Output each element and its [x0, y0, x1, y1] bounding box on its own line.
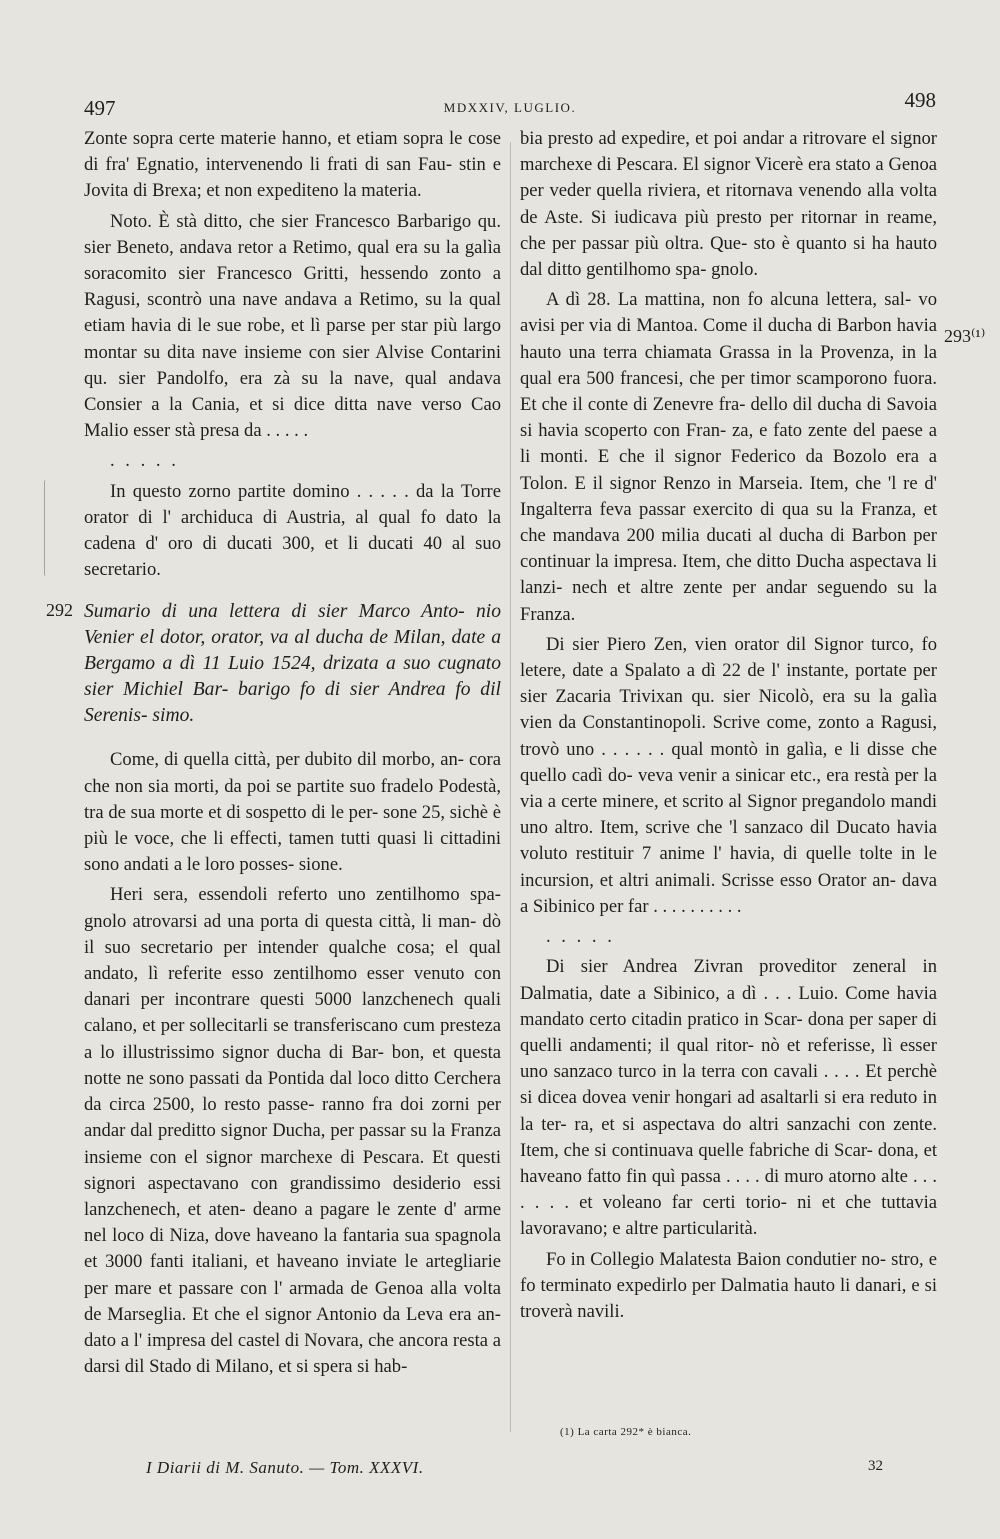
page-header — [84, 88, 936, 118]
pencil-margin-mark — [44, 480, 48, 576]
right-page-number: 498 — [904, 88, 936, 112]
paragraph: Zonte sopra certe materie hanno, et etiam sopra le cose di fra' Egnatio, intervenendo li frati di san Fau- stin e Jovita di Brexa; et non expediteno la materia. — [84, 128, 501, 202]
signature-mark: 32 — [868, 1458, 883, 1474]
running-footer: I Diarii di M. Sanuto. — Tom. XXXVI. — [146, 1458, 424, 1477]
footnote: (1) La carta 292* è bianca. — [560, 1426, 692, 1438]
paragraph: Noto. È stà ditto, che sier Francesco Barbarigo qu. sier Beneto, andava retor a Retimo, qual era su la galìa soracomito sier Francesco Gritti, hessendo zonto a Ragusi, scontrò una nave andava a Retimo, su la qual etiam havia di le sue robe, et lì parse per star più largo montar su dita nave insieme con sier Alvise Contarini qu. sier Pandolfo, era zà su la nave, qual andava Consier a la Cania, et si dice ditta nave verso Cao Malio esser stà presa da . . . . . — [84, 210, 501, 442]
left-column — [84, 126, 501, 1384]
paragraph: Di sier Piero Zen, vien orator dil Signor turco, fo letere, date a Spalato a dì 22 de l' instante, portate per sier Zacaria Trivixan qu. sier Nicolò, era su la galìa vien da Constantinopoli. Scrive come, zonto a Ragusi, trovò uno . . . . . . qual montò in galìa, e li disse che quello cadì do- veva venir a sinicar etc., era restà per la via a certe minere, et scrito al Signor pregandolo mandi uno altro. Item, scrive che 'l sanzaco dil Ducato havia voluto restituir 7 anime l' havia, di quelle tolte in le incursion, et altri animali. Scrisse esso Orator an- dava a Sibinico per far . . . . . . . . . . — [520, 633, 937, 917]
paragraph: A dì 28. La mattina, non fo alcuna lettera, sal- vo avisi per via di Mantoa. Come il ducha di Barbon havia hauto una terra chiamata Grassa in la Provenza, in la qual era 500 francesi, che per timor scamporono fuora. Et che il conte di Zenevre fra- dello dil ducha di Savoia si havia scoperto con Fran- za, e fato zente del paese a li monti. E che il signor Federico da Bozolo era a Tolon. E il signor Renzo in Marseia. Item, che 'l re d' Ingalterra feva passar exercito di qua su la Franza, et che mandava 200 milia ducati al ducha di Barbon per continuar la impresa. Item, che ditto Ducha aspectava li lanzi- nech et altre zente per andar seguendo su la Franza. — [520, 289, 937, 625]
header-title: MDXXIV, LUGLIO. — [443, 100, 577, 115]
paragraph: Fo in Collegio Malatesta Baion condutier no- stro, e fo terminato expedirlo per Dalmatia hauto li danari, e si troverà navili. — [520, 1248, 937, 1322]
margin-number-293: 293⁽¹⁾ — [944, 326, 986, 346]
paragraph: bia presto ad expedire, et poi andar a ritrovare el signor marchexe di Pescara. El signor Vicerè era stato a Genoa per veder quella riviera, et ritornava venendo alla volta de Aste. Si iudicava più presto per ritornar in reame, che per passar più oltra. Que- sto è quanto si ha hauto dal ditto gentilhomo spa- gnolo. — [520, 128, 937, 281]
ellipsis-line: . . . . . — [546, 926, 615, 948]
right-column — [520, 126, 937, 1329]
summary-heading: Sumario di una lettera di sier Marco Anto- nio Venier el dotor, orator, va al ducha de Milan, date a Bergamo a dì 11 Luio 1524, drizata a suo cugnato sier Michiel Bar- barigo fo di sier Andrea fo dil Serenis- simo. — [84, 601, 501, 727]
paragraph: Come, di quella città, per dubito dil morbo, an- cora che non sia morti, da poi se partite suo fradelo Podestà, tra de sua morte et di sospetto di le per- sone 25, sichè è più le voce, che li effecti, tamen tutti quasi li cittadini sono andati a le loro posses- sione. — [84, 749, 501, 876]
paragraph: In questo zorno partite domino . . . . . da la Torre orator di l' archiduca di Austria, al qual fo dato la cadena d' oro di ducati 300, et li ducati 40 al suo secretario. — [84, 480, 501, 581]
paragraph: Heri sera, essendoli referto uno zentilhomo spa- gnolo atrovarsi ad una porta di questa città, li man- dò il suo secretario per intender qualche cosa; el qual andato, lì referite esso zentilhomo esser venuto con danari per incontrare questi 5000 lanzchenech quali calano, et per sollecitarli se transferiscano cum presteza a lo illustrissimo signor ducha di Bar- bon, et questa notte ne sono passati da Pontida dal loco ditto Cerchera da circa 2500, lo resto passe- ranno fra doi zorni per andar dal preditto signor Ducha, per passar su la Franza insieme con el signor marchexe di Pescara. Et questi signori aspectavano con grandissimo desiderio essi lanzchenech, et aten- deano a pagare le zente d' arme nel loco di Niza, dove haveano la fantaria sua spagnola et 3000 fanti italiani, et haveano inviate le artegliarie per mare et passare con l' armada de Genoa alla volta de Marseglia. Et che el signor Antonio da Leva era an- dato a l' impresa del castel di Novara, che ancora resta a darsi dil Stado di Milano, et si spera si hab- — [84, 884, 501, 1378]
left-page-number: 497 — [84, 96, 116, 120]
column-divider — [510, 142, 511, 1432]
paragraph: Di sier Andrea Zivran proveditor zeneral in Dalmatia, date a Sibinico, a dì . . . Luio. Come havia mandato certo citadin pratico in Scar- dona per saper di quelli andamenti; il qual ritor- nò et referisse, lì esser uno sanzaco turco in la terra con cavali . . . . Et perchè si dicea dovea venir hongari ad asaltarli si era reduto in la ter- ra, et si aspectava do altri sanzachi con zente. Item, che si continuava quelle fabriche di Scar- dona, et haveano fatto fin quì passa . . . . di muro atorno alte . . . . . . . et voleano far certi torio- ni et che tuttavia lavoravano; e altre particularità. — [520, 956, 937, 1240]
margin-number-292: 292 — [46, 600, 73, 620]
ellipsis-line: . . . . . — [110, 450, 179, 472]
